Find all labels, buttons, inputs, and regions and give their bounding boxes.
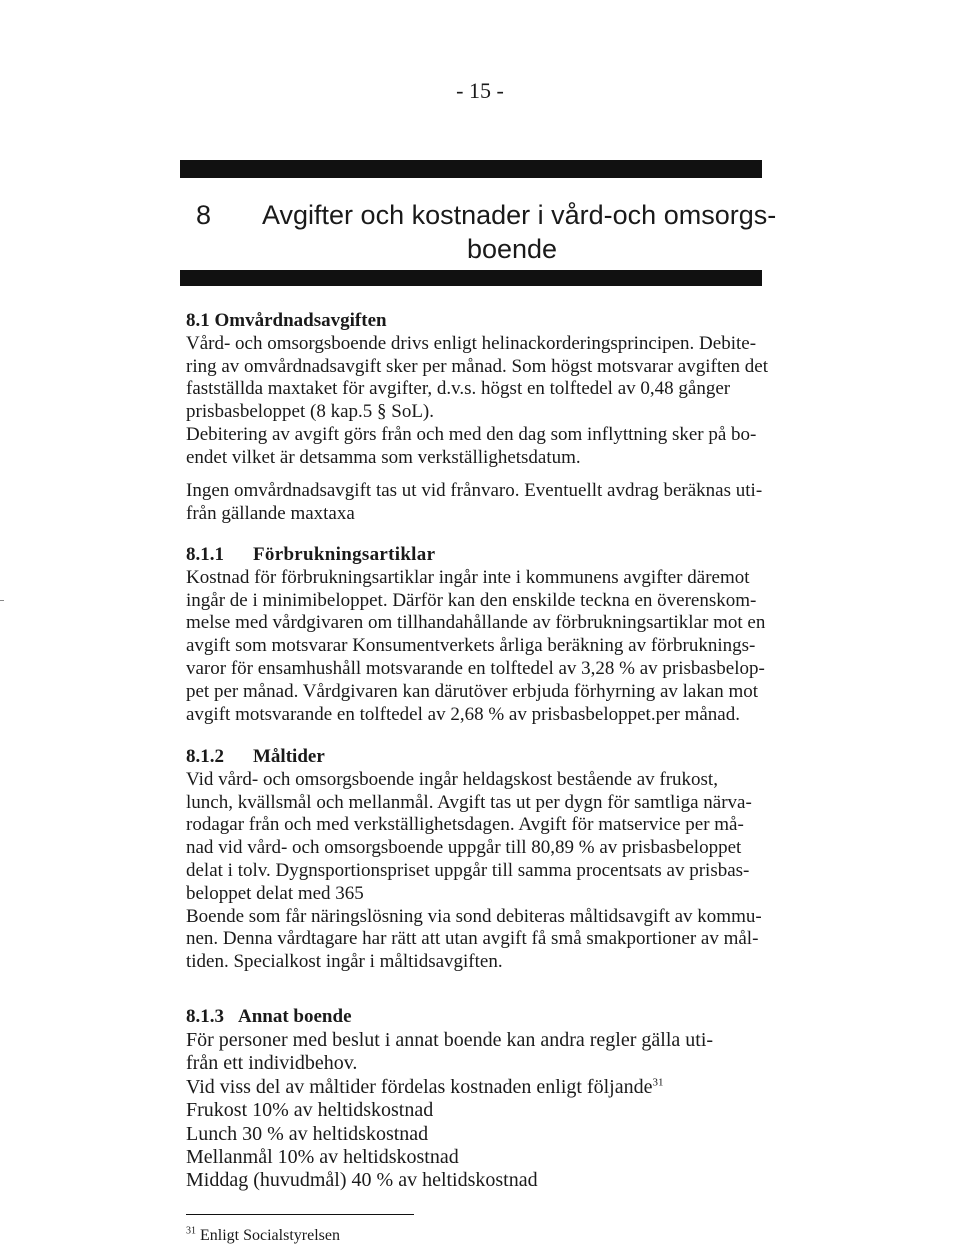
text-line: Vård- och omsorgsboende drivs enligt helinackorderingsprincipen. Debite- [186, 332, 757, 354]
text-line: prisbasbeloppet (8 kap.5 § SoL). [186, 401, 435, 423]
section-8-1-2 [186, 746, 762, 974]
footnote [186, 1227, 340, 1245]
text-line: rodagar från och med verkställighetsdagen. Avgift för matservice per må- [186, 814, 744, 836]
section-8-1-3-body [186, 1029, 713, 1193]
subsection-number: 8.1.1 [186, 544, 224, 565]
footnote-number: 31 [186, 1225, 196, 1237]
text-line: från gällande maxtaxa [186, 502, 355, 524]
text-line: Boende som får näringslösning via sond debiteras måltidsavgift av kommu- [186, 905, 762, 927]
meal-share-item: Lunch 30 % av heltidskostnad [186, 1122, 429, 1145]
footnote-reference: 31 [652, 1076, 664, 1089]
chapter-rule-top [180, 160, 762, 178]
text-line: För personer med beslut i annat boende kan andra regler gälla uti- [186, 1029, 714, 1051]
meal-share-item: Mellanmål 10% av heltidskostnad [186, 1146, 459, 1169]
footnote-text: Enligt Socialstyrelsen [200, 1227, 340, 1244]
section-8-1-3-heading [186, 1006, 352, 1029]
chapter-title [262, 198, 777, 266]
text-line: Kostnad för förbrukningsartiklar ingår inte i kommunens avgifter däremot [186, 566, 750, 588]
text-line: beloppet delat med 365 [186, 882, 364, 904]
text-line: nen. Denna vårdtagare har rätt att utan avgift få små smakportioner av mål- [186, 928, 759, 950]
section-8-1-paragraph-2 [186, 480, 762, 526]
text-line: lunch, kvällsmål och mellanmål. Avgift tas ut per dygn för samtliga närva- [186, 791, 752, 813]
text-line: varor för ensamhushåll motsvarande en tolftedel av 3,28 % av prisbasbelop- [186, 657, 765, 679]
chapter-number: 8 [196, 200, 212, 230]
section-8-1-1 [186, 544, 765, 726]
footnote-separator [186, 1214, 414, 1215]
text-line: endet vilket är detsamma som verkställighetsdatum. [186, 446, 581, 468]
text-line: melse med vårdgivaren om tillhandahållande av förbrukningsartiklar mot en [186, 612, 766, 634]
subsection-heading [186, 1006, 352, 1029]
chapter-rule-bottom [180, 270, 762, 286]
text-line: från ett individbehov. [186, 1052, 358, 1075]
section-8-1 [186, 310, 768, 470]
text-line [186, 1076, 713, 1099]
chapter-title-line: boende [466, 234, 558, 264]
subsection-heading [186, 746, 762, 769]
subsection-title: Förbrukningsartiklar [253, 544, 436, 565]
text-line: Vid vård- och omsorgsboende ingår heldagskost bestående av frukost, [186, 768, 718, 790]
text-line: tiden. Specialkost ingår i måltidsavgiften. [186, 951, 503, 973]
subsection-heading [186, 544, 765, 567]
text-line: nad vid vård- och omsorgsboende uppgår till 80,89 % av prisbasbeloppet [186, 837, 742, 859]
text-line: Debitering av avgift görs från och med den dag som inflyttning sker på bo- [186, 423, 757, 445]
text-line: fastställda maxtaket för avgifter, d.v.s. högst en tolftedel av 0,48 gånger [186, 378, 731, 400]
text-line: ingår de i minimibeloppet. Därför kan den enskilde teckna en överenskom- [186, 589, 757, 611]
chapter-title-line: Avgifter och kostnader i vård-och omsorgs- [262, 200, 777, 230]
text-line: Ingen omvårdnadsavgift tas ut vid frånvaro. Eventuellt avdrag beräknas uti- [186, 480, 763, 501]
subsection-number: 8.1.2 [186, 746, 224, 767]
text-line: ring av omvårdnadsavgift sker per månad. Som högst motsvarar avgiften det [186, 355, 768, 377]
meal-share-item: Frukost 10% av heltidskostnad [186, 1099, 434, 1122]
text-line: avgift som motsvarar Konsumentverkets årliga beräkning av förbruknings- [186, 635, 756, 657]
subsection-title: Måltider [253, 746, 325, 767]
section-heading: 8.1 Omvårdnadsavgiften [186, 310, 387, 331]
intro-text: Vid viss del av måltider fördelas kostnaden enligt följande [186, 1075, 653, 1098]
page-number: - 15 - [456, 78, 504, 103]
text-line: pet per månad. Vårdgivaren kan därutöver erbjuda förhyrning av lakan mot [186, 680, 759, 702]
text-line: avgift motsvarande en tolftedel av 2,68 % av prisbasbeloppet.per månad. [186, 703, 740, 725]
subsection-title: Annat boende [238, 1006, 352, 1027]
text-line: delat i tolv. Dygnsportionspriset uppgår till samma procentsats av prisbas- [186, 859, 750, 881]
margin-mark [0, 600, 4, 601]
meal-share-item: Middag (huvudmål) 40 % av heltidskostnad [186, 1169, 538, 1192]
subsection-number: 8.1.3 [186, 1006, 224, 1027]
